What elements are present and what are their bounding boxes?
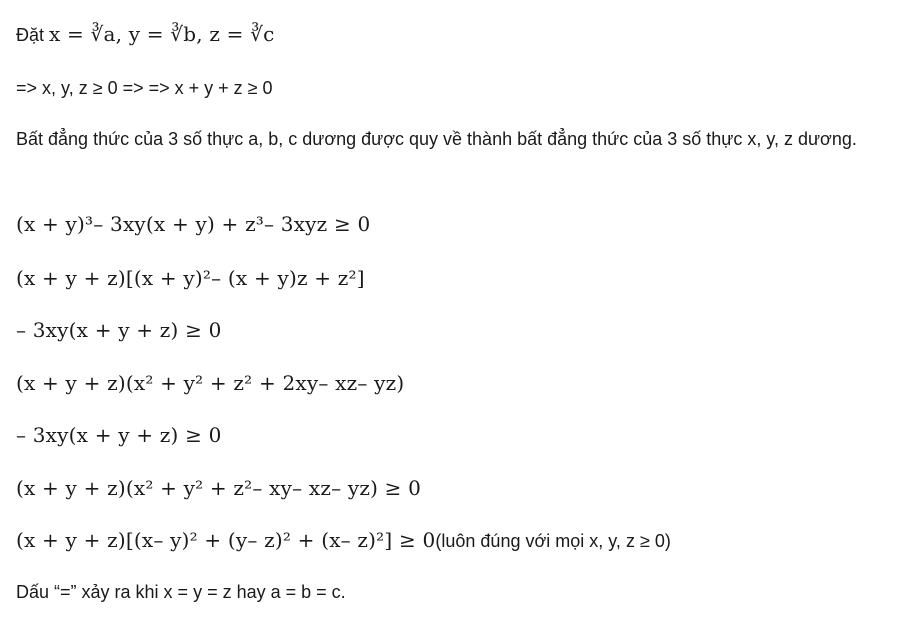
equation-3: – 3xy(x + y + z) ≥ 0 xyxy=(16,318,222,342)
equation-2: (x + y + z)[(x + y)²– (x + y)z + z²] xyxy=(16,266,365,290)
equation-1: (x + y)³– 3xy(x + y) + z³– 3xyz ≥ 0 xyxy=(16,212,371,236)
line-equality-condition: Dấu “=” xảy ra khi x = y = z hay a = b = c. xyxy=(16,582,346,602)
cube-root-definitions: x = ∛a, y = ∛b, z = ∛c xyxy=(49,22,275,46)
equation-4: (x + y + z)(x² + y² + z² + 2xy– xz– yz) xyxy=(16,371,405,395)
always-true-note: (luôn đúng với mọi x, y, z ≥ 0) xyxy=(435,531,671,551)
equation-7: (x + y + z)[(x– y)² + (y– z)² + (x– z)²] ≥ 0 xyxy=(16,528,436,552)
equation-5: – 3xy(x + y + z) ≥ 0 xyxy=(16,423,222,447)
set-label: Đặt xyxy=(16,25,50,45)
line-set-variables xyxy=(16,22,275,47)
line-nonnegative: => x, y, z ≥ 0 => => x + y + z ≥ 0 xyxy=(16,78,273,98)
equation-6: (x + y + z)(x² + y² + z²– xy– xz– yz) ≥ 0 xyxy=(16,476,422,500)
line-final-inequality xyxy=(16,528,671,553)
line-reduction-statement: Bất đẳng thức của 3 số thực a, b, c dương được quy về thành bất đẳng thức của 3 số thực x, y, z dương. xyxy=(16,129,857,149)
